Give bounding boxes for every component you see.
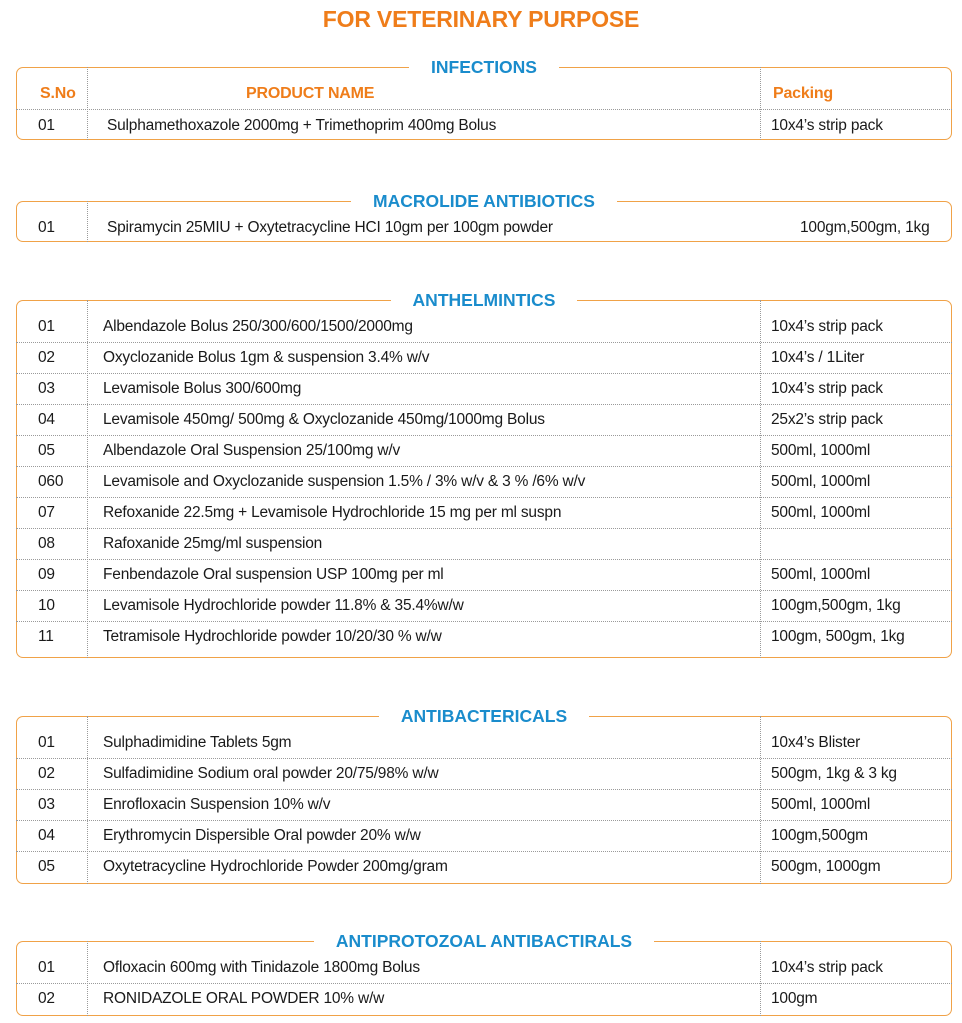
packing: 500gm, 1000gm [771,858,881,875]
table-row [16,404,952,436]
table-row [16,590,952,622]
table-row [16,466,952,498]
product-name: Spiramycin 25MIU + Oxytetracycline HCI 10gm per 100gm powder [107,219,553,236]
packing: 10x4’s strip pack [771,959,883,976]
section-antiprotozoal-antibactirals [16,930,952,1016]
packing: 500ml, 1000ml [771,504,871,521]
row-number: 11 [38,628,54,645]
packing: 500gm, 1kg & 3 kg [771,765,897,782]
table-row [16,789,952,821]
table-row [16,820,952,852]
packing: 500ml, 1000ml [771,442,871,459]
packing: 100gm, 500gm, 1kg [771,628,905,645]
row-number: 10 [38,597,55,614]
table-row [16,851,952,882]
row-number: 02 [38,349,55,366]
packing: 100gm,500gm, 1kg [800,219,930,236]
packing: 10x4’s / 1Liter [771,349,865,366]
packing: 100gm,500gm [771,827,868,844]
product-name: Levamisole and Oxyclozanide suspension 1.5% / 3% w/v & 3 % /6% w/v [103,473,586,490]
packing: 100gm,500gm, 1kg [771,597,901,614]
packing: 500ml, 1000ml [771,473,871,490]
table-row [16,559,952,591]
section-anthelmintics [16,289,952,658]
product-name: Sulphamethoxazole 2000mg + Trimethoprim 400mg Bolus [107,117,497,134]
row-number: 01 [38,219,55,236]
packing: 10x4’s strip pack [771,318,883,335]
row-number: 03 [38,796,55,813]
product-name: Erythromycin Dispersible Oral powder 20% w/w [103,827,421,844]
row-number: 02 [38,765,55,782]
row-number: 04 [38,827,55,844]
page-title: FOR VETERINARY PURPOSE [322,6,640,32]
product-name: Sulphadimidine Tablets 5gm [103,734,292,751]
packing: 500ml, 1000ml [771,566,871,583]
table-row [16,528,952,560]
section-title: MACROLIDE ANTIBIOTICS [16,190,952,212]
row-number: 08 [38,535,55,552]
section-title: ANTHELMINTICS [16,289,952,311]
product-name: Sulfadimidine Sodium oral powder 20/75/98% w/w [103,765,439,782]
product-name: Fenbendazole Oral suspension USP 100mg per ml [103,566,444,583]
row-number: 060 [38,473,64,490]
row-number: 01 [38,117,55,134]
header-product-name: PRODUCT NAME [246,85,375,102]
table-row [16,110,952,141]
table-row [16,727,952,759]
row-number: 07 [38,504,55,521]
header-packing: Packing [773,85,833,102]
product-name: Oxytetracycline Hydrochloride Powder 200mg/gram [103,858,448,875]
table-row [16,435,952,467]
row-number: 05 [38,858,55,875]
product-name: RONIDAZOLE ORAL POWDER 10% w/w [103,990,385,1007]
row-number: 09 [38,566,55,583]
packing: 10x4’s strip pack [771,380,883,397]
product-name: Refoxanide 22.5mg + Levamisole Hydrochloride 15 mg per ml suspn [103,504,562,521]
table-row [16,373,952,405]
section-antibactericals [16,705,952,884]
product-name: Albendazole Bolus 250/300/600/1500/2000mg [103,318,413,335]
row-number: 04 [38,411,55,428]
table-row [16,311,952,343]
product-name: Rafoxanide 25mg/ml suspension [103,535,323,552]
table-row [16,758,952,790]
table-row [16,621,952,652]
section-title: ANTIPROTOZOAL ANTIBACTIRALS [16,930,952,952]
header-sno: S.No [40,85,76,102]
row-number: 01 [38,318,55,335]
packing: 25x2’s strip pack [771,411,883,428]
packing: 100gm [771,990,818,1007]
product-name: Levamisole 450mg/ 500mg & Oxyclozanide 450mg/1000mg Bolus [103,411,545,428]
packing: 500ml, 1000ml [771,796,871,813]
product-name: Albendazole Oral Suspension 25/100mg w/v [103,442,401,459]
section-macrolide-antibiotics [16,190,952,242]
row-number: 01 [38,959,55,976]
table-row [16,212,952,243]
section-title: ANTIBACTERICALS [16,705,952,727]
table-row [16,952,952,984]
row-number: 05 [38,442,55,459]
product-name: Ofloxacin 600mg with Tinidazole 1800mg Bolus [103,959,420,976]
packing: 10x4’s Blister [771,734,861,751]
product-name: Enrofloxacin Suspension 10% w/v [103,796,331,813]
row-number: 01 [38,734,55,751]
product-name: Tetramisole Hydrochloride powder 10/20/30 % w/w [103,628,442,645]
table-row [16,342,952,374]
row-number: 02 [38,990,55,1007]
section-infections [16,56,952,140]
table-row [16,497,952,529]
section-title: INFECTIONS [16,56,952,78]
row-number: 03 [38,380,55,397]
product-name: Oxyclozanide Bolus 1gm & suspension 3.4% w/v [103,349,430,366]
product-name: Levamisole Bolus 300/600mg [103,380,302,397]
packing: 10x4’s strip pack [771,117,883,134]
product-name: Levamisole Hydrochloride powder 11.8% & 35.4%w/w [103,597,464,614]
table-header-row [16,78,952,110]
table-row [16,983,952,1014]
